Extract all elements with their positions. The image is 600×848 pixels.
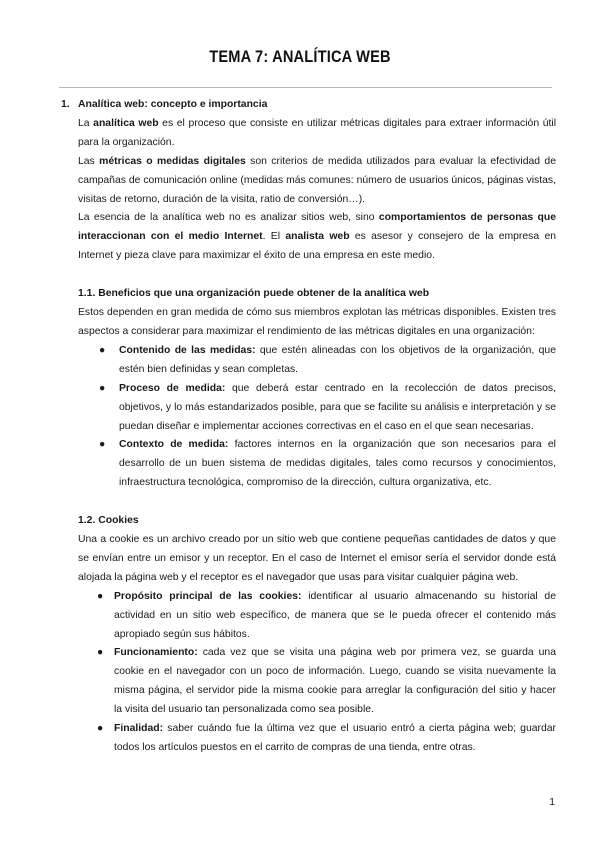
- list-item: ● Finalidad: saber cuándo fue la última vez que el usuario entró a cierta página web; guardar todos los artículos puestos en el carrito de compras de una tienda, entre otras.: [78, 720, 556, 758]
- bullet-icon: ●: [99, 344, 106, 356]
- section-1-2-heading: 1.2. Cookies: [78, 515, 139, 527]
- bullet-icon: ●: [99, 439, 106, 451]
- bullet-icon: ●: [97, 590, 104, 602]
- bullet-icon: ●: [99, 382, 106, 394]
- bullet-icon: ●: [97, 723, 104, 735]
- list-item: ● Propósito principal de las cookies: identificar al usuario almacenando su historial de actividad en un sitio web específico, de manera que se le pueda ofrecer el contenido más apropiado según sus hábitos.: [78, 588, 556, 645]
- page-number: 1: [549, 797, 555, 808]
- section-1-number: 1.: [61, 99, 70, 110]
- term-comportamientos: comportamientos de personas que interaccionan con el medio Internet: [78, 212, 556, 243]
- bullet-icon: ●: [97, 647, 104, 659]
- list-item: ● Contenido de las medidas: que estén alineadas con los objetivos de la organización, que estén bien definidas y sean completas.: [78, 342, 556, 380]
- section-1-paragraph-3: La esencia de la analítica web no es analizar sitios web, sino comportamientos de personas que interaccionan con el medio Internet. El analista web es asesor y consejero de la empresa en Internet y pieza clave para maximizar el éxito de una empresa en este medio.: [78, 212, 557, 262]
- term-analista-web: analista web: [285, 231, 350, 243]
- document-body: [61, 96, 557, 758]
- section-1-1-heading: 1.1. Beneficios que una organización puede obtener de la analítica web: [78, 288, 430, 300]
- section-1-1-intro: Estos dependen en gran medida de cómo sus miembros explotan las métricas disponibles. Existen tres aspectos a considerar para maximizar el rendimiento de las métricas digitales en una organización:: [78, 307, 556, 337]
- cookies-list: [78, 588, 556, 758]
- term-metricas: métricas o medidas digitales: [99, 155, 246, 167]
- term-analitica-web: analítica web: [93, 117, 159, 129]
- page-title: TEMA 7: ANALÍTICA WEB: [209, 47, 391, 66]
- section-1-paragraph-1: La analítica web es el proceso que consiste en utilizar métricas digitales para extraer información útil para la organización.: [78, 117, 556, 148]
- benefits-list: [78, 342, 556, 493]
- list-item: ● Contexto de medida: factores internos en la organización que son necesarios para el desarrollo de un buen sistema de medidas digitales, tales como recursos y conocimientos, infraestructura tecnológica, compromiso de la dirección, cultura organizativa, etc.: [78, 436, 556, 493]
- title-divider: [59, 87, 552, 88]
- section-1-heading-text: Analítica web: concepto e importancia: [78, 99, 268, 110]
- list-item: ● Proceso de medida: que deberá estar centrado en la recolección de datos precisos, objetivos, y lo más estandarizados posible, para que se facilite su análisis e interpretación y se puedan diseñar e implementar acciones correctivas en el caso en el que sean necesarias.: [78, 380, 556, 437]
- section-1-paragraph-2: Las métricas o medidas digitales son criterios de medida utilizados para evaluar la efectividad de campañas de comunicación online (medidas más comunes: número de usuarios únicos, páginas vistas, visitas de retorno, duración de la visita, ratio de conversión…).: [78, 155, 556, 205]
- list-item: ● Funcionamiento: cada vez que se visita una página web por primera vez, se guarda una cookie en el navegador con un poco de información. Luego, cuando se visita nuevamente la misma página, el servidor pide la misma cookie para arreglar la configuración del sitio y hacer la visita del usuario tan personalizada como sea posible.: [78, 644, 556, 720]
- section-1-2-intro: Una a cookie es un archivo creado por un sitio web que contiene pequeñas cantidades de datos y que se envían entre un emisor y un receptor. En el caso de Internet el emisor sería el servidor donde está alojada la página web y el receptor es el navegador que usas para visitar cualquier página web.: [78, 534, 556, 583]
- section-1-heading: [61, 96, 556, 115]
